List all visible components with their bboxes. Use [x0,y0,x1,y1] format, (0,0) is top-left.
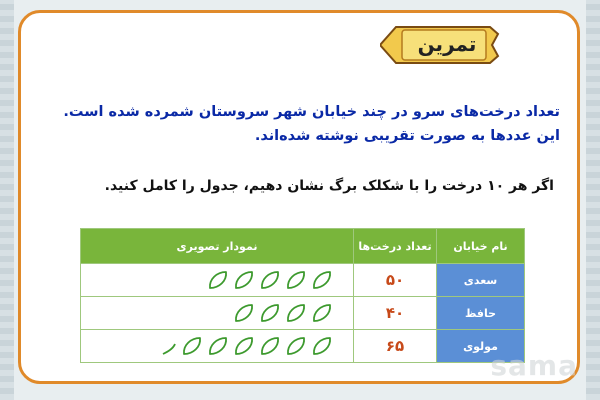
leaf-icon [285,302,307,324]
leaf-icon [207,335,229,357]
table-row [81,264,525,297]
leaf-icon [285,269,307,291]
header-chart: نمودار تصویری [81,229,354,264]
decorative-left-strip [0,0,14,400]
leaf-icon [233,302,255,324]
pictograph-cell [81,264,354,297]
tree-count[interactable]: ۴۰ [354,297,437,330]
header-count: تعداد درخت‌ها [354,229,437,264]
instruction-text: اگر هر ۱۰ درخت را با شکلک برگ نشان دهیم، جدول را کامل کنید. [104,178,554,194]
data-table [80,228,525,363]
problem-paragraph [40,100,560,148]
leaf-icon [207,269,229,291]
title-sign [380,24,500,66]
street-name: سعدی [437,264,525,297]
leaf-icon [285,335,307,357]
leaf-icon [259,302,281,324]
header-street: نام خیابان [437,229,525,264]
half-leaf-icon [161,335,177,357]
leaf-icon [233,335,255,357]
leaf-icon [259,335,281,357]
leaf-icon [311,269,333,291]
leaf-icon [311,302,333,324]
table-row [81,330,525,363]
tree-count[interactable]: ۵۰ [354,264,437,297]
leaf-icon [259,269,281,291]
tree-count[interactable]: ۶۵ [354,330,437,363]
decorative-right-strip [586,0,600,400]
paragraph-line: تعداد درخت‌های سرو در چند خیابان شهر سروستان شمرده شده است. [63,104,560,120]
street-name: حافظ [437,297,525,330]
paragraph-line: این عددها به صورت تقریبی نوشته شده‌اند. [254,128,560,144]
table-row [81,297,525,330]
street-name: مولوی [437,330,525,363]
table-header-row [81,229,525,264]
sign-title: تمرین [417,32,477,56]
leaf-icon [233,269,255,291]
watermark: sama [490,349,578,382]
leaf-icon [311,335,333,357]
leaf-icon [181,335,203,357]
pictograph-cell [81,330,354,363]
pictograph-cell [81,297,354,330]
